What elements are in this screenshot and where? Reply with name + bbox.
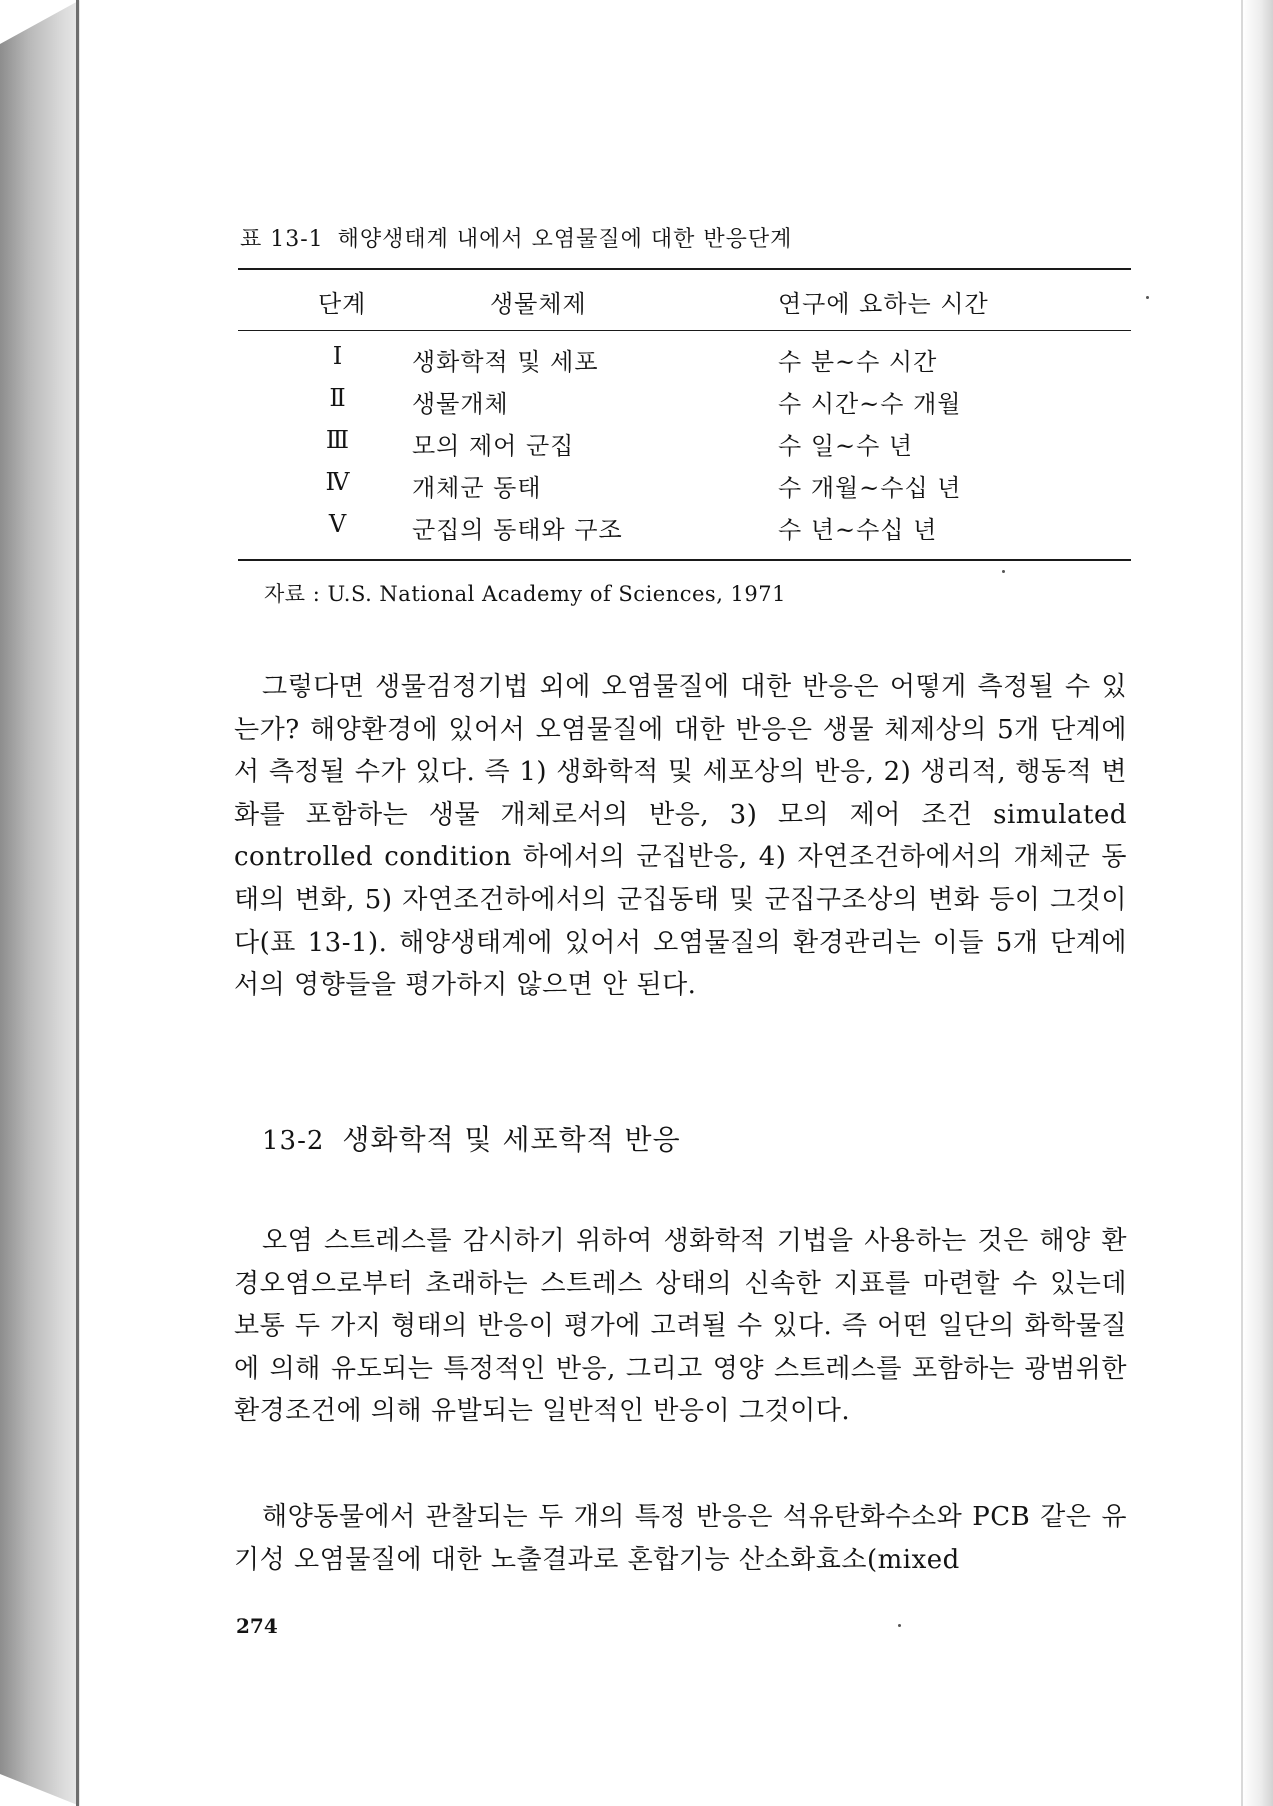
table-header-rule xyxy=(238,330,1131,331)
table-caption-number: 표 13-1 xyxy=(240,227,324,252)
table-header-stage: 단계 xyxy=(318,290,367,318)
table-cell-system: 군집의 동태와 구조 xyxy=(412,516,623,544)
book-page-edge xyxy=(76,0,79,1806)
table-cell-system: 개체군 동태 xyxy=(412,474,542,502)
paragraph-text: 오염 스트레스를 감시하기 위하여 생화학적 기법을 사용하는 것은 해양 환경오염으로부터 초래하는 스트레스 상태의 신속한 지표를 마련할 수 있는데 보통 두 가지 형태의 반응이 평가에 고려될 수 있다. 즉 어떤 일단의 화학물질에 의해 유도되는 특정적인 반응, 그리고 영양 스트레스를 포함하는 광범위한 환경조건에 의해 유발되는 일반적인 반응이 그것이다. xyxy=(234,1226,1127,1427)
page-shadow xyxy=(1243,0,1273,1806)
body-paragraph xyxy=(234,1220,1127,1433)
page-number: 274 xyxy=(236,1614,278,1638)
table-cell-time: 수 년~수십 년 xyxy=(778,516,938,544)
body-paragraph xyxy=(234,1496,1127,1581)
table-cell-system: 생화학적 및 세포 xyxy=(412,348,599,376)
table-header-system: 생물체제 xyxy=(490,290,587,318)
section-number: 13-2 xyxy=(262,1126,325,1156)
table-caption xyxy=(240,222,792,253)
table-cell-stage: Ⅴ xyxy=(328,510,348,538)
table-cell-stage: Ⅳ xyxy=(325,468,351,496)
table-cell-stage: Ⅰ xyxy=(332,342,344,370)
table-cell-time: 수 분~수 시간 xyxy=(778,348,938,376)
table-cell-stage: Ⅲ xyxy=(325,426,351,454)
table-top-rule xyxy=(238,268,1131,270)
table-cell-stage: Ⅱ xyxy=(329,384,347,412)
table-cell-time: 수 일~수 년 xyxy=(778,432,914,460)
scan-speck xyxy=(1002,570,1005,573)
table-source: 자료 : U.S. National Academy of Sciences, 1971 xyxy=(264,582,786,606)
table-bottom-rule xyxy=(238,559,1131,561)
table-caption-title: 해양생태계 내에서 오염물질에 대한 반응단계 xyxy=(337,227,793,252)
body-paragraph xyxy=(234,666,1127,1007)
paragraph-text: 해양동물에서 관찰되는 두 개의 특정 반응은 석유탄화수소와 PCB 같은 유기성 오염물질에 대한 노출결과로 혼합기능 산소화효소(mixed xyxy=(234,1502,1127,1575)
table-cell-time: 수 개월~수십 년 xyxy=(778,474,962,502)
section-title: 생화학적 및 세포학적 반응 xyxy=(342,1123,681,1156)
scan-speck xyxy=(898,1624,901,1627)
book-side xyxy=(0,0,80,1806)
paragraph-text: 그렇다면 생물검정기법 외에 오염물질에 대한 반응은 어떻게 측정될 수 있는가? 해양환경에 있어서 오염물질에 대한 반응은 생물 체제상의 5개 단계에서 측정될 수가 있다. 즉 1) 생화학적 및 세포상의 반응, 2) 생리적, 행동적 변화를 포함하는 생물 개체로서의 반응, 3) 모의 제어 조건 simulated controlled condition 하에서의 군집반응, 4) 자연조건하에서의 개체군 동태의 변화, 5) 자연조건하에서의 군집동태 및 군집구조상의 변화 등이 그것이다(표 13-1). 해양생태계에 있어서 오염물질의 환경관리는 이들 5개 단계에서의 영향들을 평가하지 않으면 안 된다. xyxy=(234,672,1127,1001)
table-cell-system: 생물개체 xyxy=(412,390,509,418)
table-cell-time: 수 시간~수 개월 xyxy=(778,390,962,418)
scan-speck xyxy=(1146,296,1149,299)
section-heading xyxy=(262,1118,681,1158)
table-cell-system: 모의 제어 군집 xyxy=(412,432,575,460)
table-header-time: 연구에 요하는 시간 xyxy=(778,290,989,318)
